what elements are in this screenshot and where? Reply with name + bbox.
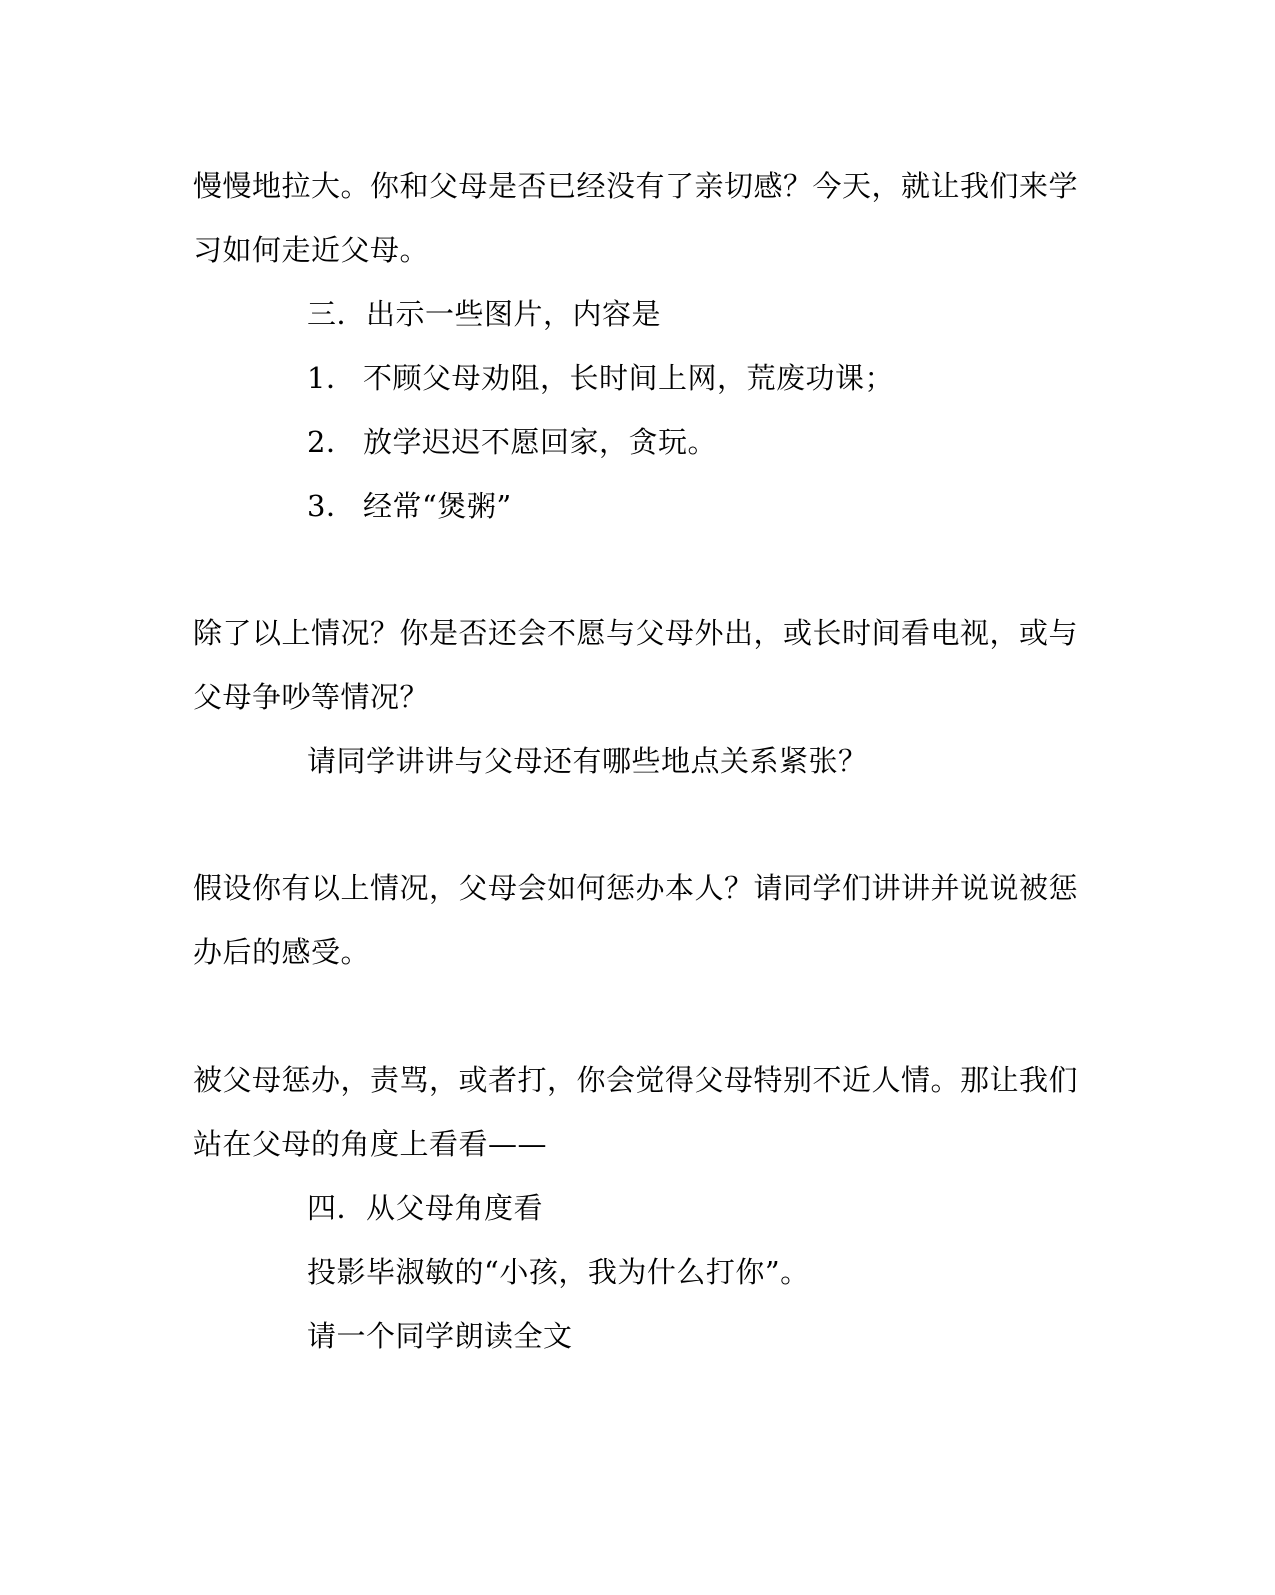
list-text: 不顾父母劝阻，长时间上网，荒废功课； <box>363 361 895 395</box>
paragraph-line: 投影毕淑敏的“小孩，我为什么打你”。 <box>307 1255 810 1289</box>
list-item <box>307 422 717 462</box>
list-number: 3． <box>307 489 356 523</box>
paragraph-line: 请同学讲讲与父母还有哪些地点关系紧张？ <box>307 744 868 778</box>
paragraph-line: 假设你有以上情况，父母会如何惩办本人？请同学们讲讲并说说被惩 <box>193 871 1079 905</box>
paragraph-line: 习如何走近父母。 <box>193 233 430 267</box>
paragraph-line: 除了以上情况？你是否还会不愿与父母外出，或长时间看电视，或与 <box>193 616 1079 650</box>
list-item <box>307 486 512 526</box>
list-text: 经常“煲粥” <box>363 489 512 523</box>
paragraph-line: 慢慢地拉大。你和父母是否已经没有了亲切感？今天，就让我们来学 <box>193 169 1079 203</box>
list-text: 放学迟迟不愿回家，贪玩。 <box>363 425 718 459</box>
section-heading: 四．从父母角度看 <box>307 1191 544 1225</box>
list-number: 1． <box>307 361 356 395</box>
paragraph-line: 办后的感受。 <box>193 935 371 969</box>
paragraph-line: 站在父母的角度上看看—— <box>193 1127 548 1161</box>
list-item <box>307 358 894 398</box>
list-number: 2． <box>307 425 356 459</box>
paragraph-line: 请一个同学朗读全文 <box>307 1319 573 1353</box>
section-heading: 三．出示一些图片，内容是 <box>307 297 662 331</box>
paragraph-line: 被父母惩办，责骂，或者打，你会觉得父母特别不近人情。那让我们 <box>193 1063 1079 1097</box>
paragraph-line: 父母争吵等情况？ <box>193 680 430 714</box>
